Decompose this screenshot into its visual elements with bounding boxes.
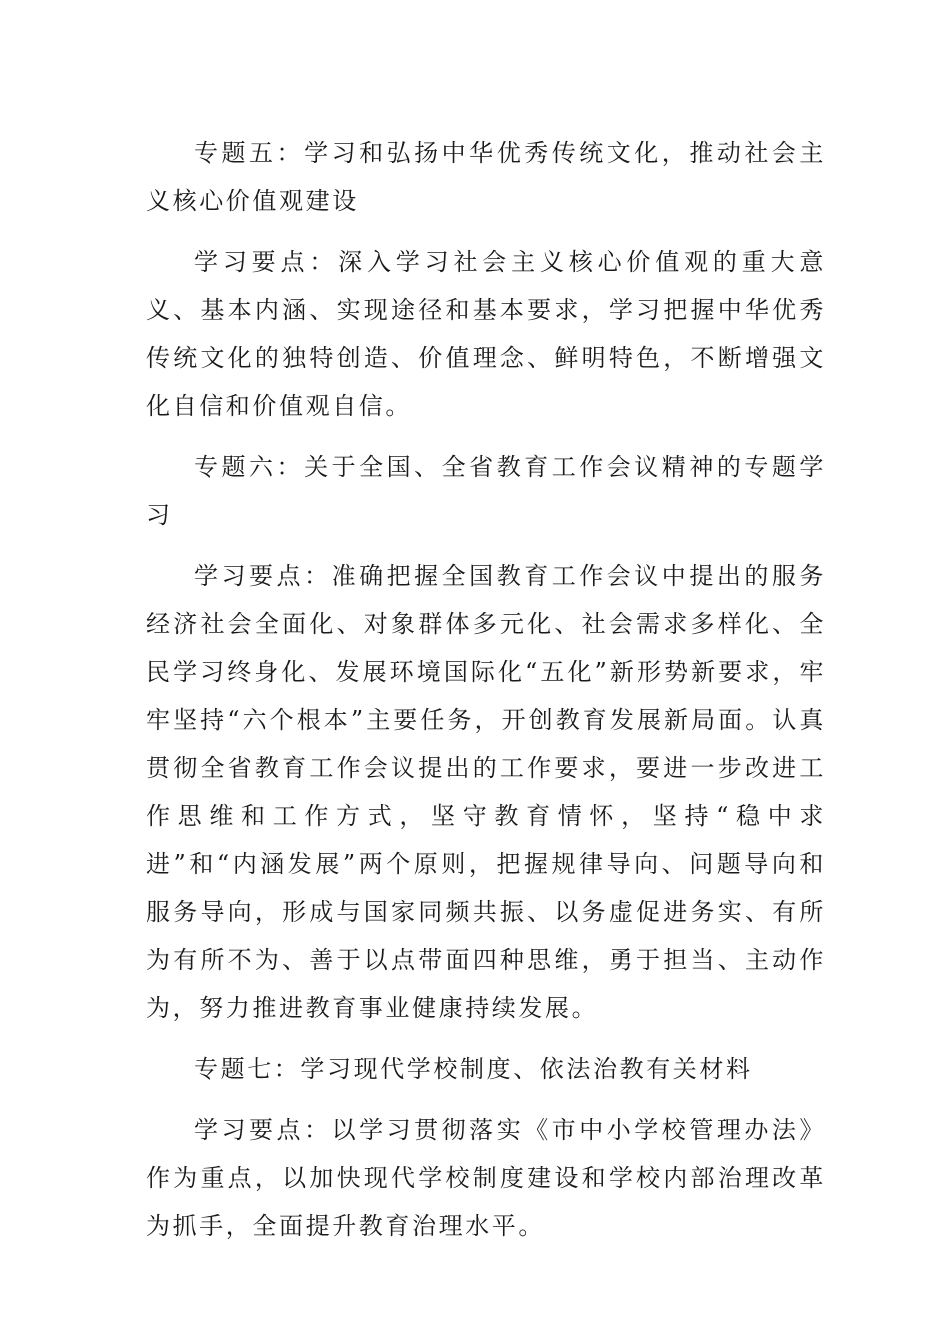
document-body [146, 129, 826, 1250]
topic-6-key-points: 学习要点：准确把握全国教育工作会议中提出的服务经济社会全面化、对象群体多元化、社会需求多样化、全民学习终身化、发展环境国际化“五化”新形势新要求，牢牢坚持“六个根本”主要任务，开创教育发展新局面。认真贯彻全省教育工作会议提出的工作要求，要进一步改进工作思维和工作方式，坚守教育情怀，坚持“稳中求进”和“内涵发展”两个原则，把握规律导向、问题导向和服务导向，形成与国家同频共振、以务虚促进务实、有所为有所不为、善于以点带面四种思维，勇于担当、主动作为，努力推进教育事业健康持续发展。 [146, 562, 826, 1022]
topic-7-heading: 专题七：学习现代学校制度、依法治教有关材料 [194, 1055, 753, 1083]
topic-5-heading: 专题五：学习和弘扬中华优秀传统文化，推动社会主义核心价值观建设 [146, 139, 826, 215]
topic-6-heading: 专题六：关于全国、全省教育工作会议精神的专题学习 [146, 453, 826, 529]
topic-7-key-points: 学习要点：以学习贯彻落实《市中小学校管理办法》作为重点，以加快现代学校制度建设和学校内部治理改革为抓手，全面提升教育治理水平。 [146, 1116, 826, 1240]
topic-5-key-points: 学习要点：深入学习社会主义核心价值观的重大意义、基本内涵、实现途径和基本要求，学习把握中华优秀传统文化的独特创造、价值理念、鲜明特色，不断增强文化自信和价值观自信。 [146, 248, 826, 420]
